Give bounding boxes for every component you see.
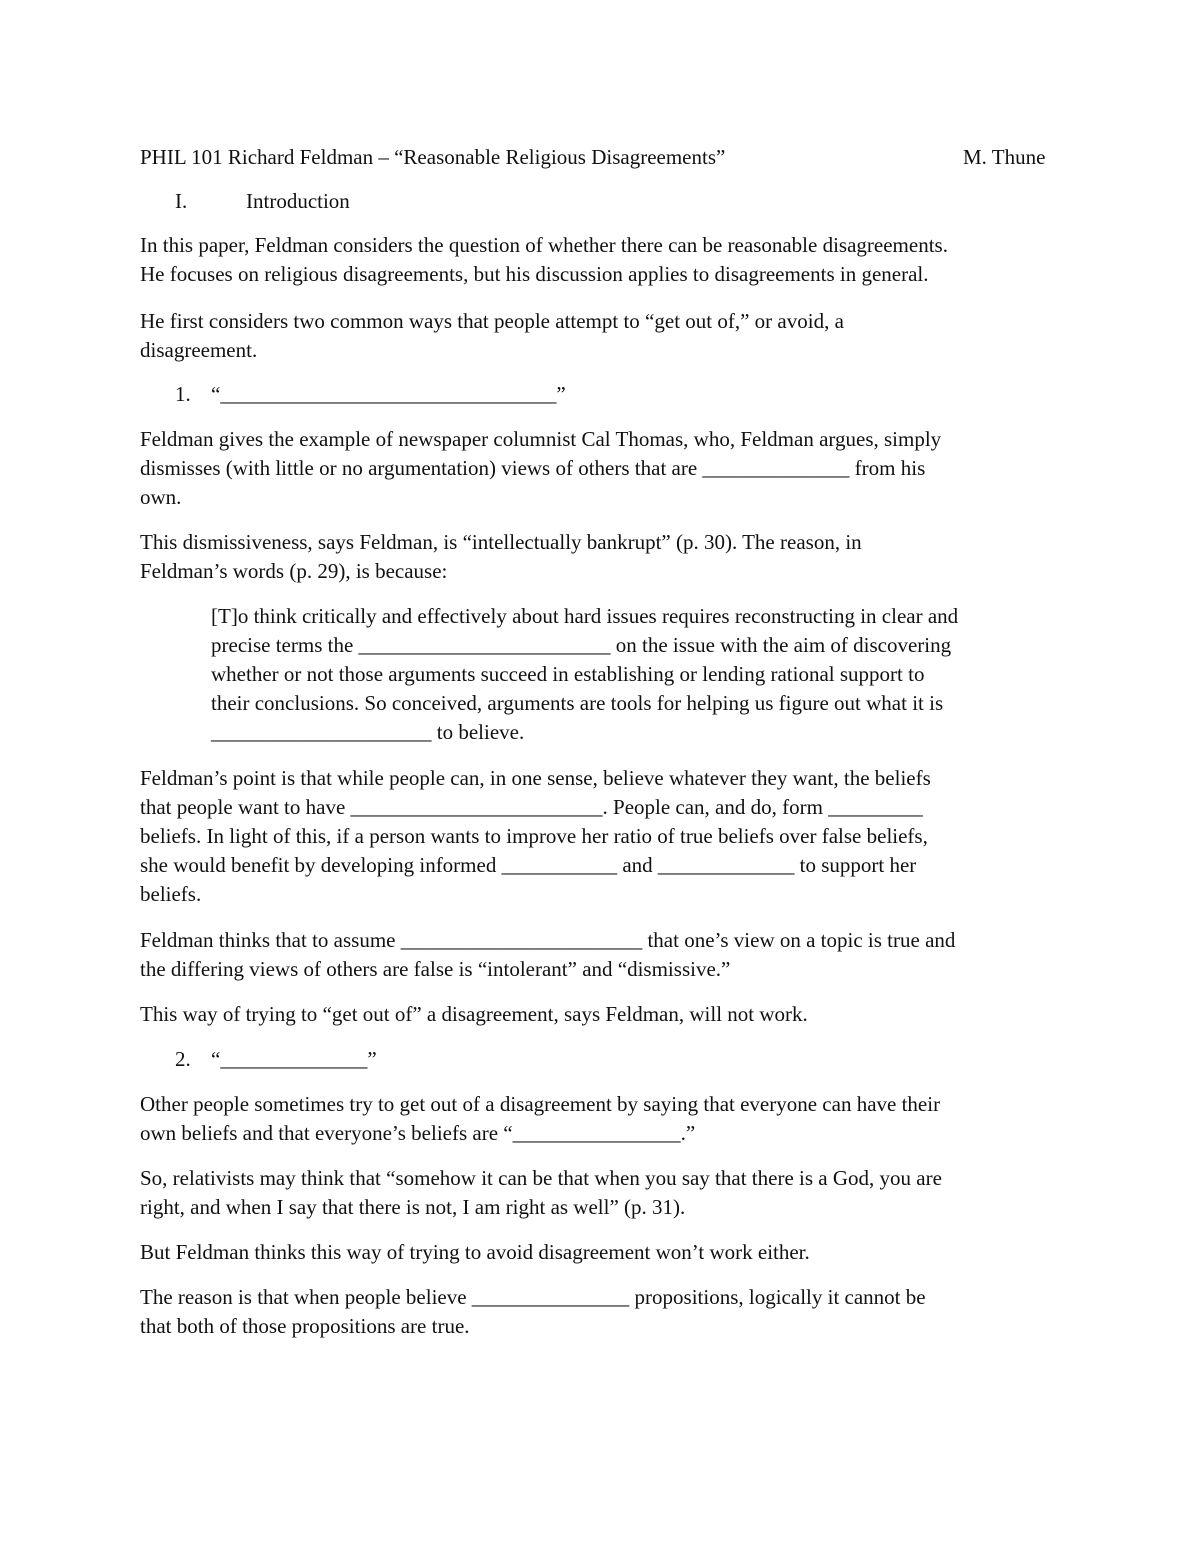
quote-line: _____________________ to believe.	[211, 720, 525, 744]
paragraph-line: This dismissiveness, says Feldman, is “intellectually bankrupt” (p. 30). The reason, in	[140, 530, 862, 554]
paragraph-line: But Feldman thinks this way of trying to avoid disagreement won’t work either.	[140, 1240, 810, 1264]
paragraph-line: that people want to have ________________________. People can, and do, form _________	[140, 795, 923, 819]
paragraph-line: Other people sometimes try to get out of a disagreement by saying that everyone can have their	[140, 1092, 941, 1116]
paragraph-either	[140, 1238, 1065, 1267]
list-item-blank: “______________”	[211, 1047, 377, 1071]
paragraph-line: The reason is that when people believe _______________ propositions, logically it cannot be	[140, 1285, 926, 1309]
paragraph-line: Feldman thinks that to assume _______________________ that one’s view on a topic is true and	[140, 928, 956, 952]
block-quote	[211, 602, 1061, 747]
paragraph-relativists	[140, 1164, 1065, 1222]
paragraph-line: Feldman’s point is that while people can, in one sense, believe whatever they want, the beliefs	[140, 766, 931, 790]
list-item-number: 1.	[175, 382, 191, 406]
paragraph-line: the differing views of others are false is “intolerant” and “dismissive.”	[140, 957, 731, 981]
paragraph-point	[140, 764, 1065, 909]
list-item-number: 2.	[175, 1047, 191, 1071]
paragraph-line: He focuses on religious disagreements, but his discussion applies to disagreements in general.	[140, 262, 929, 286]
quote-line: [T]o think critically and effectively about hard issues requires reconstructing in clear and	[211, 604, 959, 628]
paragraph-line: own beliefs and that everyone’s beliefs are “________________.”	[140, 1121, 696, 1145]
section-number: I.	[175, 189, 188, 213]
quote-line: their conclusions. So conceived, arguments are tools for helping us figure out what it is	[211, 691, 944, 715]
paragraph-dismissiveness	[140, 528, 1065, 586]
paragraph-intro	[140, 231, 1065, 289]
paragraph-not-work	[140, 1000, 1065, 1029]
quote-line: precise terms the ________________________ on the issue with the aim of discovering	[211, 633, 952, 657]
paragraph-line: beliefs. In light of this, if a person wants to improve her ratio of true beliefs over false beliefs,	[140, 824, 928, 848]
paragraph-assume	[140, 926, 1065, 984]
paragraph-line: Feldman’s words (p. 29), is because:	[140, 559, 448, 583]
paragraph-line: right, and when I say that there is not, I am right as well” (p. 31).	[140, 1195, 686, 1219]
list-item-blank: “________________________________”	[211, 382, 566, 406]
paragraph-reason	[140, 1283, 1065, 1341]
paragraph-cal-thomas	[140, 425, 1065, 512]
paragraph-line: So, relativists may think that “somehow it can be that when you say that there is a God, you are	[140, 1166, 942, 1190]
paragraph-line: dismisses (with little or no argumentation) views of others that are ______________ from his	[140, 456, 926, 480]
paragraph-two-ways	[140, 307, 1065, 365]
paragraph-line: Feldman gives the example of newspaper columnist Cal Thomas, who, Feldman argues, simply	[140, 427, 942, 451]
paragraph-line: own.	[140, 485, 182, 509]
quote-line: whether or not those arguments succeed in establishing or lending rational support to	[211, 662, 925, 686]
paragraph-line: that both of those propositions are true.	[140, 1314, 470, 1338]
paragraph-line: He first considers two common ways that people attempt to “get out of,” or avoid, a	[140, 309, 844, 333]
paragraph-line: In this paper, Feldman considers the question of whether there can be reasonable disagreements.	[140, 233, 948, 257]
document-header-author: M. Thune	[963, 145, 1046, 169]
paragraph-line: she would benefit by developing informed ___________ and _____________ to support her	[140, 853, 917, 877]
document-header-title: PHIL 101 Richard Feldman – “Reasonable Religious Disagreements”	[140, 145, 726, 169]
paragraph-line: This way of trying to “get out of” a disagreement, says Feldman, will not work.	[140, 1002, 808, 1026]
paragraph-line: beliefs.	[140, 882, 202, 906]
paragraph-relativism	[140, 1090, 1065, 1148]
paragraph-line: disagreement.	[140, 338, 258, 362]
section-title: Introduction	[246, 189, 350, 213]
